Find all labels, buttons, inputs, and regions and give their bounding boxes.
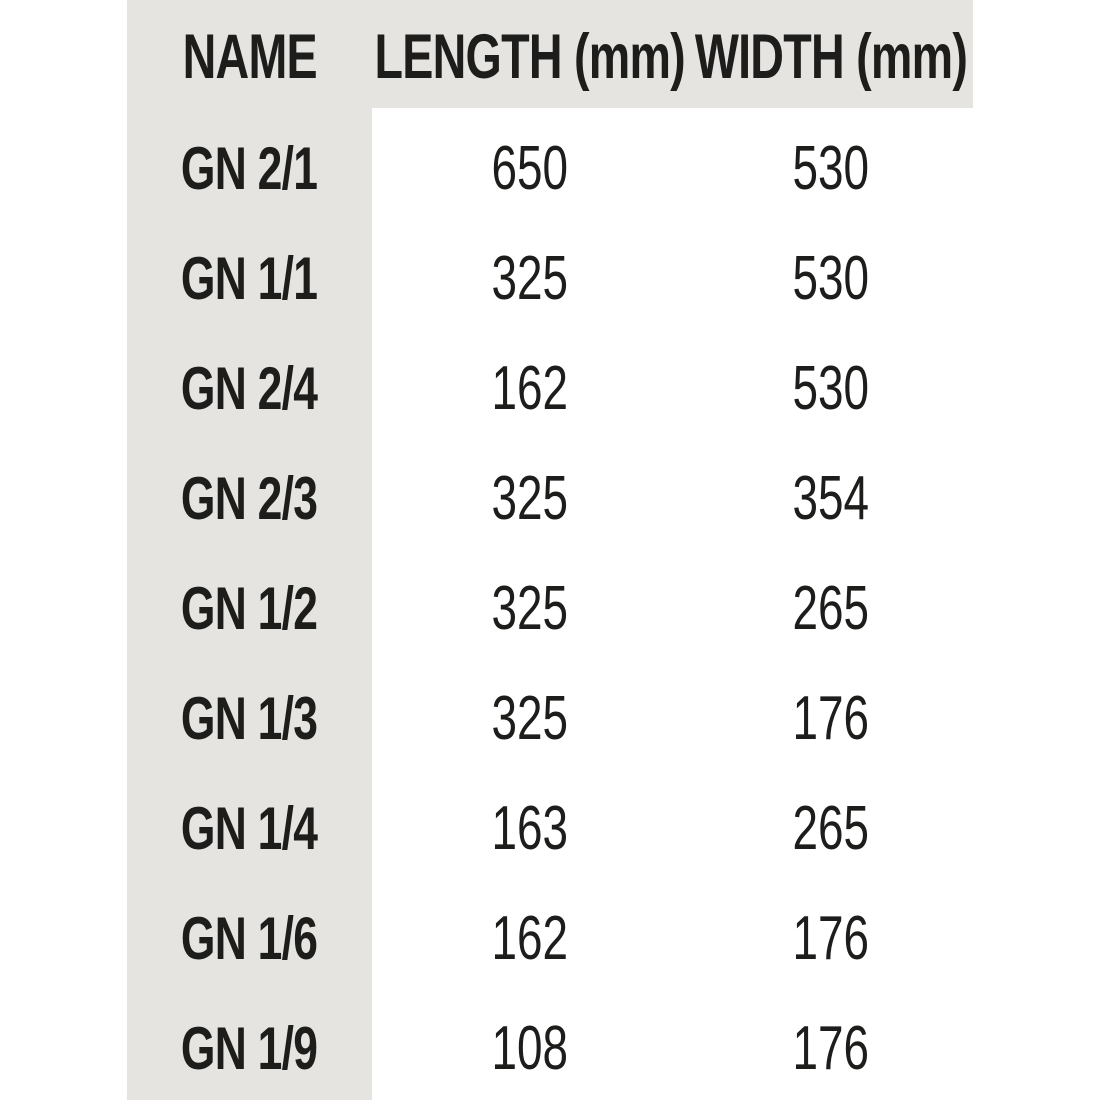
row-width: 176 <box>792 1014 869 1083</box>
table-body <box>127 108 973 1104</box>
row-length: 325 <box>491 684 569 753</box>
table-row <box>127 554 973 664</box>
header-cell-width <box>688 6 973 108</box>
table-row <box>127 994 973 1104</box>
cell-length <box>372 664 688 774</box>
cell-name <box>127 884 372 994</box>
row-length: 162 <box>491 354 569 423</box>
cell-name <box>127 114 372 224</box>
cell-width <box>688 994 973 1104</box>
cell-length <box>372 114 688 224</box>
row-length: 108 <box>491 1014 569 1083</box>
cell-width <box>688 554 973 664</box>
row-name: GN 1/4 <box>181 795 318 862</box>
row-width: 530 <box>792 244 869 313</box>
cell-name <box>127 224 372 334</box>
row-width: 530 <box>792 134 869 203</box>
row-name: GN 1/2 <box>181 575 318 642</box>
header-length-label: LENGTH (mm) <box>374 21 686 92</box>
cell-name <box>127 774 372 884</box>
header-name-label: NAME <box>182 21 317 92</box>
row-length: 650 <box>491 134 569 203</box>
row-name: GN 2/3 <box>181 465 318 532</box>
table-row <box>127 224 973 334</box>
cell-length <box>372 444 688 554</box>
cell-name <box>127 554 372 664</box>
cell-name <box>127 334 372 444</box>
row-width: 176 <box>792 904 869 973</box>
row-width: 265 <box>792 574 869 643</box>
cell-length <box>372 334 688 444</box>
table-row <box>127 114 973 224</box>
header-width-label: WIDTH (mm) <box>694 21 967 92</box>
cell-length <box>372 224 688 334</box>
cell-name <box>127 664 372 774</box>
row-width: 176 <box>792 684 869 753</box>
row-length: 325 <box>491 244 569 313</box>
cell-width <box>688 774 973 884</box>
table-row <box>127 334 973 444</box>
row-length: 162 <box>491 904 569 973</box>
row-width: 354 <box>792 464 869 533</box>
cell-width <box>688 884 973 994</box>
cell-length <box>372 554 688 664</box>
header-cell-name <box>127 6 372 108</box>
cell-width <box>688 224 973 334</box>
cell-width <box>688 444 973 554</box>
row-length: 163 <box>491 794 569 863</box>
row-name: GN 1/1 <box>181 245 318 312</box>
cell-length <box>372 994 688 1104</box>
row-name: GN 1/3 <box>181 685 318 752</box>
table-row <box>127 774 973 884</box>
row-length: 325 <box>491 464 569 533</box>
cell-width <box>688 334 973 444</box>
cell-width <box>688 114 973 224</box>
table-header-row <box>127 0 973 108</box>
cell-name <box>127 444 372 554</box>
table-row <box>127 444 973 554</box>
row-name: GN 2/4 <box>181 355 318 422</box>
header-cell-length <box>372 6 688 108</box>
table-row <box>127 884 973 994</box>
cell-width <box>688 664 973 774</box>
cell-length <box>372 774 688 884</box>
row-name: GN 1/6 <box>181 905 318 972</box>
cell-name <box>127 994 372 1104</box>
cell-length <box>372 884 688 994</box>
row-length: 325 <box>491 574 569 643</box>
table-row <box>127 664 973 774</box>
row-width: 265 <box>792 794 869 863</box>
row-name: GN 2/1 <box>181 135 318 202</box>
row-width: 530 <box>792 354 869 423</box>
row-name: GN 1/9 <box>181 1015 318 1082</box>
